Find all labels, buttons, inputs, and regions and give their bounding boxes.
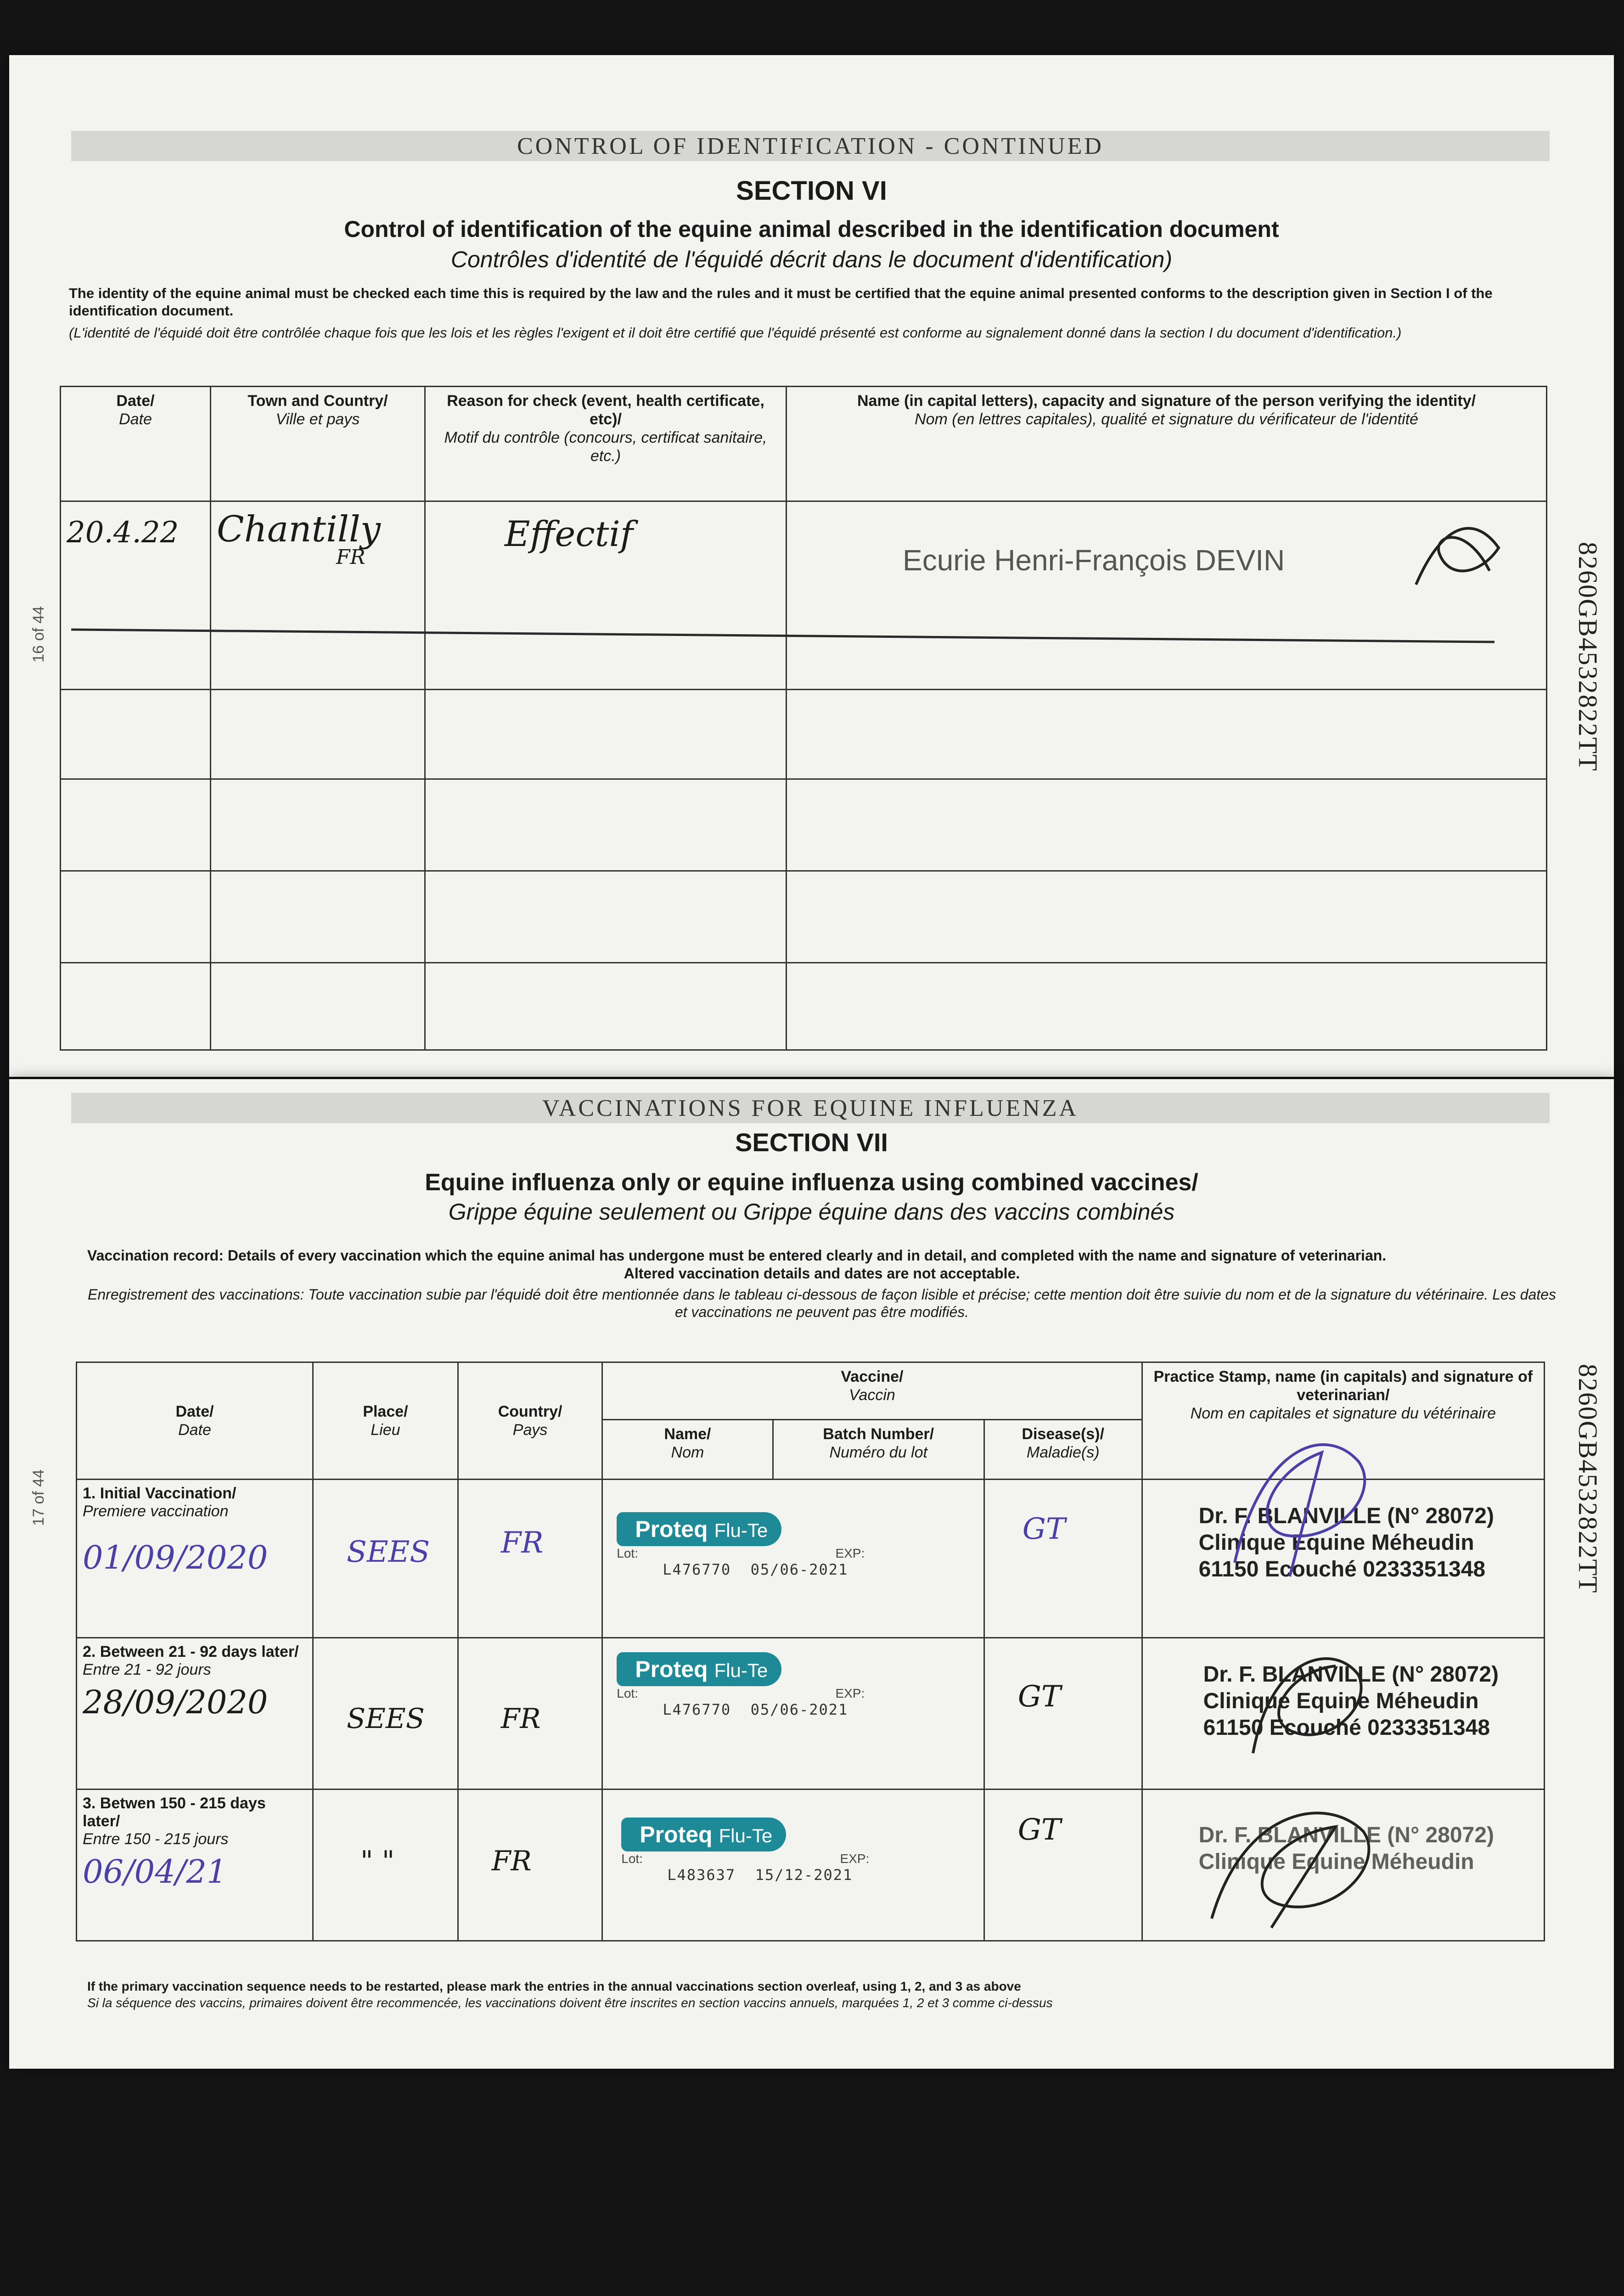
cell-vaccine-sticker [602, 1638, 984, 1790]
page-number: 17 of 44 [30, 1469, 47, 1526]
header-vaccine-name: Name/ Nom [602, 1420, 773, 1480]
section-title-fr: Grippe équine seulement ou Grippe équine dans des vaccins combinés [448, 1199, 1175, 1225]
cell-date [61, 501, 211, 690]
header-date: Date/ Date [61, 387, 211, 501]
vet-stamp: Dr. F. BLANVILLE (N° 28072) Clinique Equine Méheudin 61150 Ecouché 0233351348 [1203, 1662, 1499, 1740]
vaccine-brand: Proteq [635, 1656, 708, 1682]
entry-date: 01/09/2020 [83, 1539, 268, 1576]
vet-stamp: Dr. F. BLANVILLE (N° 28072) Clinique Equine Méheudin 61150 Ecouché 0233351348 [1198, 1504, 1494, 1581]
cell-country: FR [458, 1790, 602, 1941]
band-title: VACCINATIONS FOR EQUINE INFLUENZA [542, 1095, 1079, 1121]
entry-country: FR [336, 546, 365, 569]
vaccination-table [76, 1362, 1545, 1941]
footer-text-en: If the primary vaccination sequence needs to be restarted, please mark the entries in the annual vaccinations section overleaf, using 1, 2, and 3 as above [87, 1979, 1021, 1993]
intro-text-fr: (L'identité de l'équidé doit être contrôlée chaque fois que les lois et les règles l'exigent et il doit être certifié que l'équidé présenté est conforme au signalement donné dans la section I du document d'identification.) [69, 325, 1402, 341]
cell-disease: GT [984, 1790, 1142, 1941]
cell-disease: GT [984, 1638, 1142, 1790]
cell-stamp [1142, 1790, 1544, 1941]
vet-signature [1198, 1790, 1400, 1937]
cell-date: 2. Between 21 - 92 days later/ Entre 21 - 92 jours 28/09/2020 [77, 1638, 313, 1790]
header-vaccine: Vaccine/ Vaccin [602, 1362, 1142, 1420]
footer-text-fr: Si la séquence des vaccins, primaires doivent être recommencée, les vaccinations doivent être inscrites en section vaccins annuels, marquées 1, 2 et 3 comme ci-dessus [87, 1996, 1053, 2010]
page-section-vi [9, 55, 1614, 1077]
side-code: 8260GB4532822TT [1573, 1364, 1603, 1594]
header-reason: Reason for check (event, health certificate, etc)/ Motif du contrôle (concours, certificat sanitaire, etc.) [425, 387, 787, 501]
cell-date: 3. Betwen 150 - 215 days later/ Entre 150 - 215 jours 06/04/21 [77, 1790, 313, 1941]
cell-date: 1. Initial Vaccination/ Premiere vaccination 01/09/2020 [77, 1480, 313, 1638]
vaccine-brand: Proteq [635, 1516, 708, 1542]
section-label: SECTION VII [735, 1128, 888, 1157]
page-section-vii [9, 1079, 1614, 2069]
table-row [61, 963, 1547, 1050]
cell-place: SEES [313, 1480, 458, 1638]
header-place: Place/ Lieu [313, 1362, 458, 1480]
table-row [77, 1790, 1545, 1941]
table-row [77, 1480, 1545, 1638]
identity-check-table [60, 386, 1547, 1051]
cell-town [211, 501, 425, 690]
cell-place: " " [313, 1790, 458, 1941]
section-title-en: Equine influenza only or equine influenza using combined vaccines/ [425, 1169, 1198, 1196]
header-disease: Disease(s)/ Maladie(s) [984, 1420, 1142, 1480]
vaccine-sticker: Proteq Flu-Te Lot: EXP: L483637 15/12-2021 [621, 1818, 906, 1898]
header-stamp: Practice Stamp, name (in capitals) and signature of veterinarian/ Nom en capitales et signature du vétérinaire [1142, 1362, 1544, 1480]
record-text-fr: Enregistrement des vaccinations: Toute vaccination subie par l'équidé doit être mentionnée dans le tableau ci-dessous de façon lisible et précise; cette mention doit être suivie du nom et de la signature du vétérinaire. Les dates et vaccinations ne peuvent pas être modifiés. [88, 1286, 1556, 1320]
table-row [61, 690, 1547, 779]
entry-town: Chantilly [217, 509, 381, 550]
cell-disease: GT [984, 1480, 1142, 1638]
vaccine-brand: Proteq [640, 1822, 713, 1847]
section-label: SECTION VI [736, 176, 887, 206]
header-batch: Batch Number/ Numéro du lot [773, 1420, 984, 1480]
band-title: CONTROL OF IDENTIFICATION - CONTINUED [517, 133, 1104, 159]
header-date: Date/ Date [77, 1362, 313, 1480]
side-code: 8260GB4532822TT [1573, 542, 1603, 772]
vaccine-sticker: Proteq Flu-Te Lot: EXP: L476770 05/06-2021 [617, 1512, 901, 1593]
entry-date: 06/04/21 [83, 1853, 227, 1891]
cell-vaccine-sticker [602, 1480, 984, 1638]
cell-country: FR [458, 1480, 602, 1638]
intro-text-en: The identity of the equine animal must be checked each time this is required by the law and the rules and it must be certified that the equine animal presented conforms to the description given in Section I of the identification document. [69, 285, 1493, 319]
cell-stamp [1142, 1480, 1544, 1638]
cell-vaccine-sticker [602, 1790, 984, 1941]
vaccine-sticker: Proteq Flu-Te Lot: EXP: L476770 05/06-2021 [617, 1652, 901, 1733]
entry-reason: Effectif [505, 513, 633, 554]
header-town: Town and Country/ Ville et pays [211, 387, 425, 501]
header-verifier: Name (in capital letters), capacity and signature of the person verifying the identity/ Nom (en lettres capitales), qualité et signature du vérificateur de l'identité [787, 387, 1547, 501]
table-row [61, 779, 1547, 871]
signature-mark [1407, 511, 1512, 603]
section-band [71, 131, 1550, 161]
record-text-en-2: Altered vaccination details and dates are not acceptable. [624, 1265, 1020, 1282]
record-text-en: Vaccination record: Details of every vaccination which the equine animal has undergone must be entered clearly and in detail, and completed with the name and signature of veterinarian. [87, 1247, 1387, 1264]
vet-signature [1207, 1425, 1400, 1590]
table-row [61, 501, 1547, 690]
entry-verifier-name: Ecurie Henri-François DEVIN [903, 544, 1285, 577]
table-row [61, 871, 1547, 963]
cell-stamp [1142, 1638, 1544, 1790]
section-band [71, 1093, 1550, 1123]
cell-reason [425, 501, 787, 690]
entry-date: 28/09/2020 [83, 1683, 268, 1721]
cell-country: FR [458, 1638, 602, 1790]
section-title-fr: Contrôles d'identité de l'équidé décrit dans le document d'identification) [450, 247, 1173, 272]
header-country: Country/ Pays [458, 1362, 602, 1480]
cell-verifier [787, 501, 1547, 690]
section-title-en: Control of identification of the equine animal described in the identification document [344, 216, 1279, 242]
entry-date: 20.4.22 [67, 516, 179, 550]
table-row [77, 1638, 1545, 1790]
vet-signature [1235, 1634, 1382, 1772]
cell-place: SEES [313, 1638, 458, 1790]
page-number: 16 of 44 [30, 606, 47, 663]
vet-stamp: Dr. F. BLANVILLE (N° 28072) Clinique Equine Méheudin [1198, 1823, 1494, 1874]
